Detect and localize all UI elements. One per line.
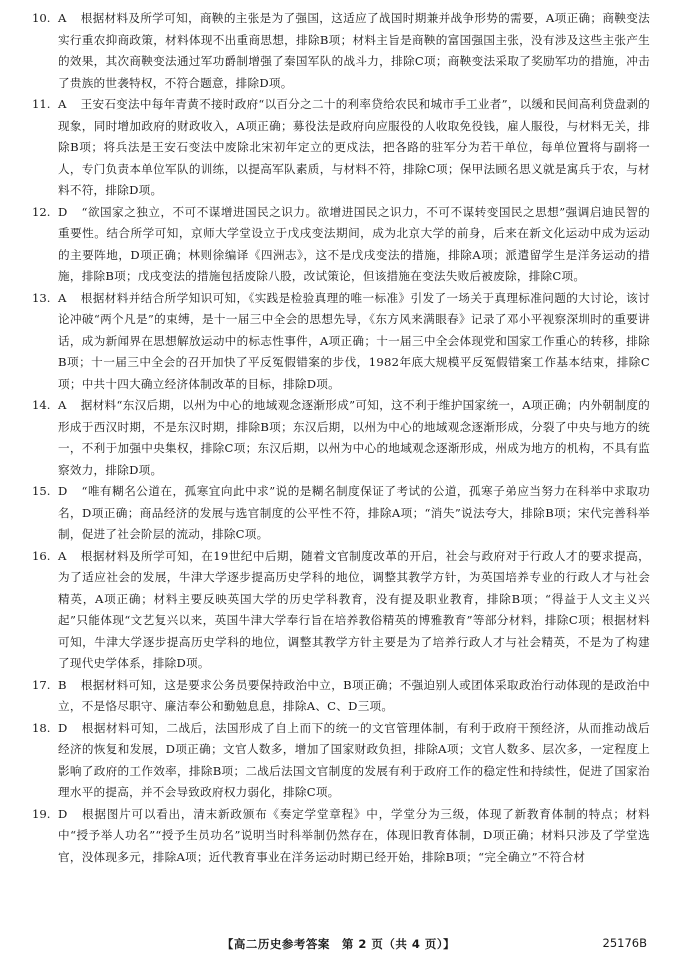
question-number: 17. (32, 677, 51, 692)
answer-explanation: 根据材料及所学可知，在19世纪中后期，随着文官制度改革的开启，社会与政府对于行政人才的要求提高，为了适应社会的发展，牛津大学逐步提高历史学科的地位，调整其教学方针，为英国培养专业的行政人才与社会精英，A项正确；材料主要反映英国大学的历史学科教育，没有提及职业教育，排除B项；“得益于人文主义兴起”只能体现“文艺复兴以来，英国牛津大学奉行旨在培养教俗精英的博雅教育”等部分材料，排除C项；根据材料可知，牛津大学逐步提高历史学科的地位，调整其教学方针主要是为了培养行政人才与社会精英，不是为了构建了现代史学体系，排除D项。 (58, 548, 650, 670)
answer-letter: D (58, 720, 68, 735)
answer-item-13 (32, 288, 650, 396)
question-number: 13. (32, 290, 51, 305)
question-number: 16. (32, 548, 51, 563)
answer-letter: A (58, 97, 67, 111)
answer-item-18 (32, 718, 650, 804)
answer-letter: D (58, 204, 68, 219)
document-code: 25176B (602, 936, 647, 950)
answer-explanation: 根据材料可知，二战后，法国形成了自上而下的统一的文官管理体制，有利于政府干预经济，从而推动战后经济的恢复和发展，D项正确；文官人数多，增加了国家财政负担，排除A项；文官人数多、层次多，一定程度上影响了政府的工作效率，排除B项；二战后法国文官制度的发展有利于政府工作的稳定性和持续性，促进了国家治理水平的提高，并不会导致政府权力弱化，排除C项。 (58, 720, 650, 799)
answer-letter: A (58, 548, 67, 563)
answer-explanation: 据材料“东汉后期，以州为中心的地域观念逐渐形成”可知，这不利于维护国家统一，A项正确；内外朝制度的形成于西汉时期，不是东汉时期，排除B项；东汉后期，以州为中心的地域观念逐渐形成，分裂了中央与地方的统一，不利于加强中央集权，排除C项；东汉后期，以州为中心的地域观念逐渐形成，州成为地方的机构，不具有监察效力，排除D项。 (58, 398, 650, 477)
answer-explanation: 王安石变法中每年青黄不接时政府“以百分之二十的利率贷给农民和城市手工业者”，以缓和民间高利贷盘剥的现象，同时增加政府的财政收入，A项正确；募役法是政府向应服役的人收取免役钱，雇人服役，与材料无关，排除B项；将兵法是王安石变法中废除北宋初年定立的更戍法，把各路的驻军分为若干单位，每单位置将与副将一人，专门负责本单位军队的训练，以提高军队素质，与材料不符，排除C项；保甲法顾名思义就是寓兵于农，与材料不符，排除D项。 (58, 97, 650, 197)
answer-item-17 (32, 675, 650, 718)
question-number: 18. (32, 720, 51, 735)
answer-letter: A (58, 11, 67, 25)
question-number: 14. (32, 398, 51, 412)
answer-explanation: “欲国家之独立，不可不谋增进国民之识力。欲增进国民之识力，不可不谋转变国民之思想”强调启迪民智的重要性。结合所学可知，京师大学堂设立于戊戌变法期间，成为北京大学的前身，后来在新文化运动中成为运动的主要阵地，D项正确；林则徐编译《四洲志》，这不是戊戌变法的措施，排除A项；派遣留学生是洋务运动的措施，排除B项；戊戌变法的措施包括废除八股，改试策论，但该措施在变法失败后被废除，排除C项。 (58, 204, 650, 283)
answer-letter: B (58, 677, 67, 692)
answer-item-12 (32, 202, 650, 288)
question-number: 12. (32, 204, 51, 219)
answer-item-10 (32, 8, 650, 94)
answer-explanation: 根据材料并结合所学知识可知，《实践是检验真理的唯一标准》引发了一场关于真理标准问题的大讨论，该讨论冲破“两个凡是”的束缚，是十一届三中全会的思想先导，《东方风来满眼春》记录了邓小平视察深圳时的重要讲话，成为新闻界在思想解放运动中的标志性事件，A项正确；十一届三中全会体现党和国家工作重心的转移，排除B项；十一届三中全会的召开加快了平反冤假错案的步伐，1982年底大规模平反冤假错案工作基本结束，排除C项；中共十四大确立经济体制改革的目标，排除D项。 (58, 290, 650, 391)
question-number: 19. (32, 806, 51, 821)
answer-item-15 (32, 481, 650, 546)
answer-letter: D (58, 806, 68, 821)
footer-page-title: 【高二历史参考答案 第 2 页（共 4 页）】 (221, 937, 456, 951)
answer-explanation: “唯有糊名公道在，孤寒宜向此中求”说的是糊名制度保证了考试的公道，孤寒子弟应当努力在科举中求取功名，D项正确；商品经济的发展与选官制度的公平性不符，排除A项；“消失”说法夸大，排除B项；宋代完善科举制，促进了社会阶层的流动，排除C项。 (58, 484, 650, 541)
answer-list (32, 8, 650, 868)
answer-item-11 (32, 94, 650, 202)
answer-letter: A (58, 290, 67, 305)
question-number: 11. (32, 97, 51, 111)
answer-explanation: 根据图片可以看出，清末新政颁布《奏定学堂章程》中，学堂分为三级，体现了新教育体制的特点；材料中“授予举人功名”“授予生员功名”说明当时科举制仍然存在，体现旧教育体制，D项正确；材料只涉及了学堂选官，没体现多元，排除A项；近代教育事业在洋务运动时期已经开始，排除B项；“完全确立”不符合材 (58, 806, 650, 864)
answer-explanation: 根据材料及所学可知，商鞅的主张是为了强国，这适应了战国时期兼并战争形势的需要，A项正确；商鞅变法实行重农抑商政策，材料体现不出重商思想，排除B项；材料主旨是商鞅的富国强国主张，没有涉及这些主张产生的效果，其次商鞅变法通过军功爵制增强了秦国军队的战斗力，排除C项；商鞅变法采取了奖励军功的措施，冲击了贵族的世袭特权，不符合题意，排除D项。 (58, 11, 650, 90)
page-footer (0, 936, 677, 956)
question-number: 10. (32, 11, 51, 25)
answer-item-19 (32, 804, 650, 869)
question-number: 15. (32, 484, 51, 498)
answer-letter: A (58, 398, 67, 412)
answer-item-16 (32, 546, 650, 675)
answer-item-14 (32, 395, 650, 481)
answer-explanation: 根据材料可知，这是要求公务员要保持政治中立，B项正确；不强迫别人或团体采取政治行动体现的是政治中立，不是恪尽职守、廉洁奉公和勤勉息息，排除A、C、D三项。 (58, 677, 650, 713)
answer-letter: D (58, 484, 68, 498)
